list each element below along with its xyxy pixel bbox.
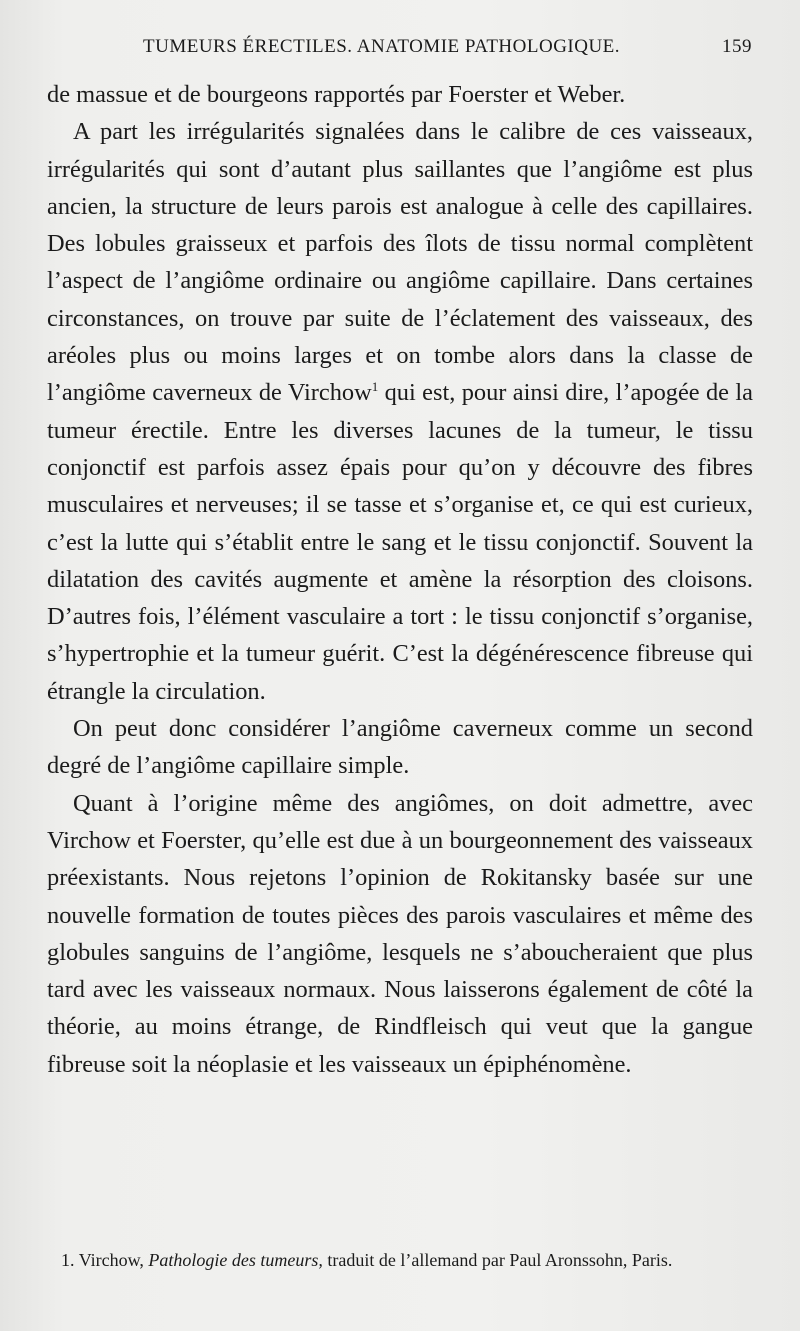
paragraph-2 bbox=[47, 113, 753, 710]
paragraph-4: Quant à l’origine même des angiômes, on doit admettre, avec Virchow et Foerster, qu’elle est due à un bourgeonnement des vaisseaux préexistants. Nous rejetons l’opinion de Rokitansky basée sur une nouvelle formation de toutes pièces des parois vasculaires et même des globules sanguins de l’angiôme, lesquels ne s’aboucheraient que plus tard avec les vaisseaux normaux. Nous laisserons également de côté la théorie, au moins étrange, de Rindfleisch qui veut que la gangue fibreuse soit la néoplasie et les vaisseaux un épiphénomène. bbox=[47, 789, 753, 1078]
footnote-work: Pathologie des tumeurs, bbox=[148, 1250, 323, 1270]
footnote-marker: 1 bbox=[371, 379, 379, 395]
footnote-author: Virchow, bbox=[78, 1250, 144, 1270]
paragraph-2-text-a: A part les irrégularités signalées dans le calibre de ces vaisseaux, irrégularités qui sont d’autant plus saillantes que l’angiôme est plus ancien, la structure de leurs parois est analogue à celle des capillaires. Des lobules graisseux et parfois des îlots de tissu normal complètent l’aspect de l’angiôme ordinaire ou angiôme capillaire. Dans certaines circonstances, on trouve par suite de l’éclatement des vaisseaux, des aréoles plus ou moins larges et on tombe alors dans la classe de l’angiôme caverneux de Virchow bbox=[47, 118, 753, 407]
footnote bbox=[47, 1247, 753, 1273]
running-header bbox=[48, 36, 752, 66]
paragraph-2-text-b: qui est, pour ainsi dire, l’apogée de la tumeur érectile. Entre les diverses lacunes de la tumeur, le tissu conjonctif est parfois assez épais pour qu’on y découvre des fibres musculaires et nerveuses; il se tasse et s’organise et, ce qui est curieux, c’est la lutte qui s’établit entre le sang et le tissu conjonctif. Souvent la dilatation des cavités augmente et amène la résorption des cloisons. D’autres fois, l’élément vasculaire a tort : le tissu conjonctif s’organise, s’hypertrophie et la tumeur guérit. C’est la dégénérescence fibreuse qui étrangle la circulation. bbox=[47, 379, 753, 705]
footnote-text bbox=[47, 1247, 753, 1273]
page-number: 159 bbox=[722, 36, 752, 57]
running-title: TUMEURS ÉRECTILES. ANATOMIE PATHOLOGIQUE. bbox=[143, 36, 621, 57]
footnote-rest: traduit de l’allemand par Paul Aronssohn, Paris. bbox=[327, 1250, 673, 1270]
footnote-number: 1. bbox=[61, 1250, 75, 1270]
paragraph-1: de massue et de bourgeons rapportés par Foerster et Weber. bbox=[47, 81, 626, 108]
main-text bbox=[47, 76, 753, 1083]
paragraph-3: On peut donc considérer l’angiôme caverneux comme un second degré de l’angiôme capillaire simple. bbox=[47, 715, 753, 780]
